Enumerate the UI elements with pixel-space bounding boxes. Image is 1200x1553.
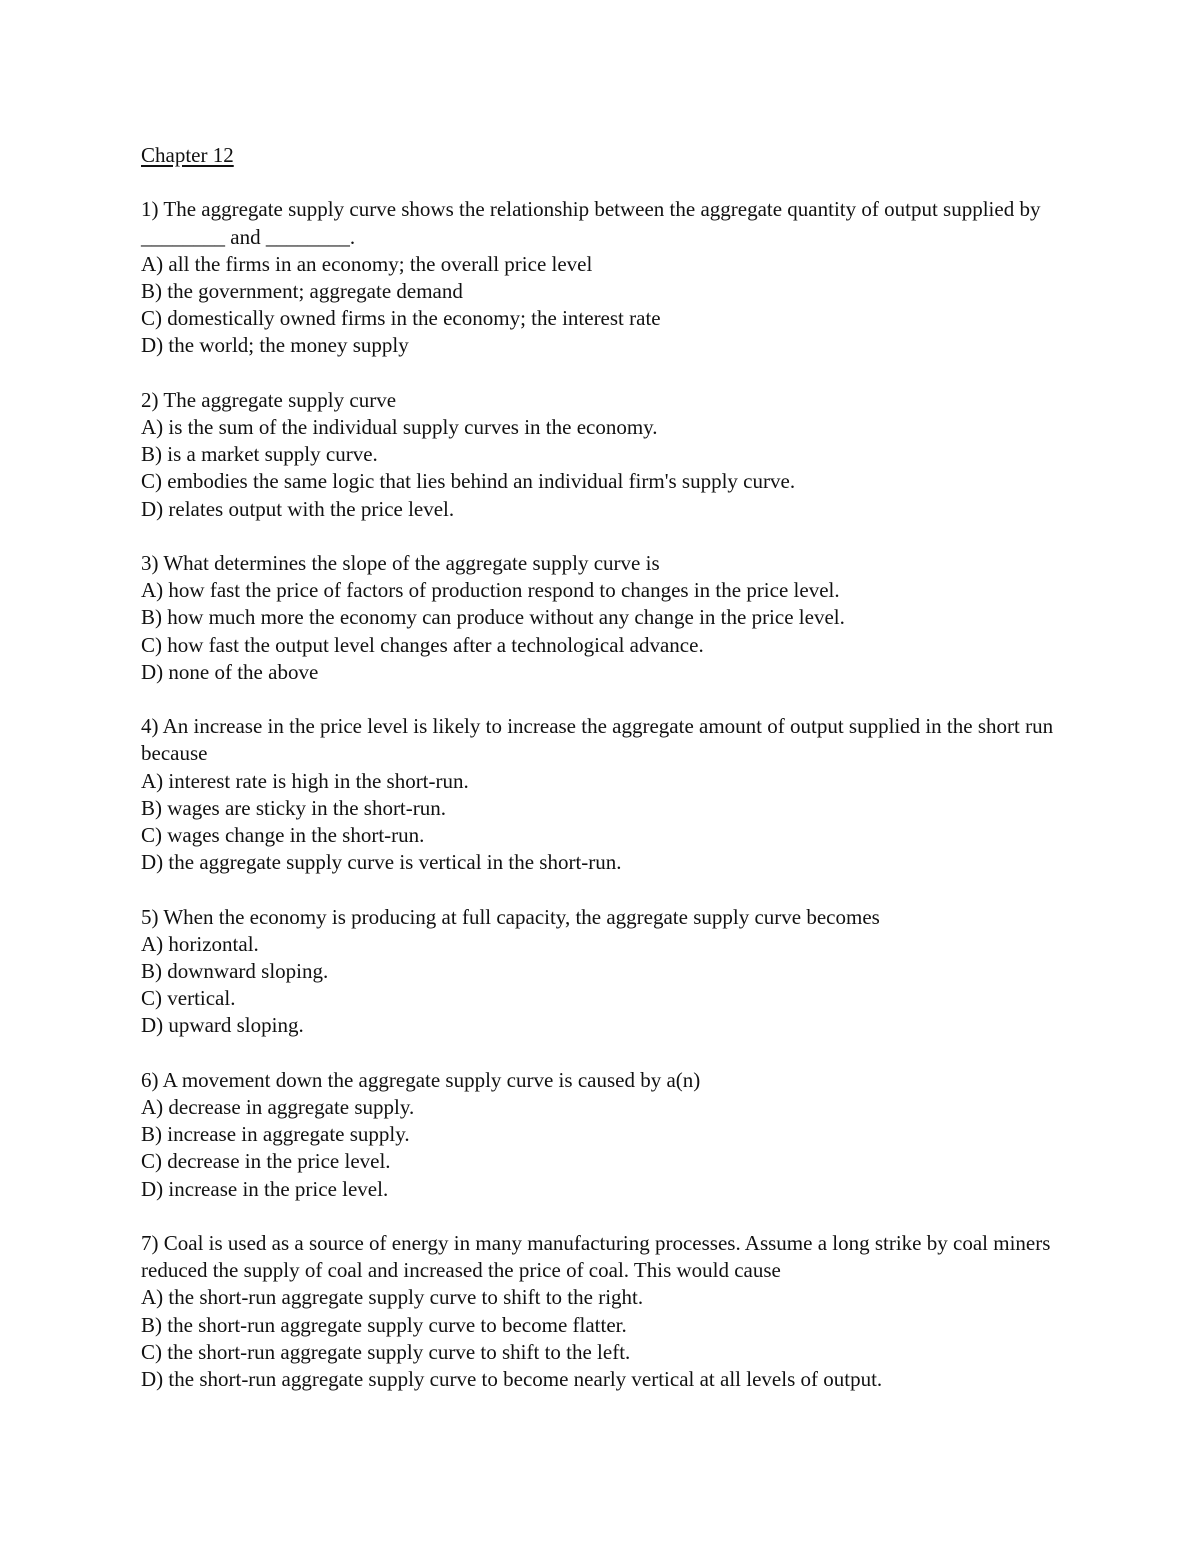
question-5 xyxy=(141,904,1061,1040)
option-c: C) wages change in the short-run. xyxy=(141,823,425,848)
option-a: A) the short-run aggregate supply curve to shift to the right. xyxy=(141,1285,644,1310)
question-stem: 3) What determines the slope of the aggregate supply curve is xyxy=(141,551,660,575)
question-stem: 7) Coal is used as a source of energy in many manufacturing processes. Assume a long strike by coal miners reduced the supply of coal and increased the price of coal. This would cause xyxy=(141,1231,1051,1283)
option-b: B) wages are sticky in the short-run. xyxy=(141,795,447,820)
option-c: C) decrease in the price level. xyxy=(141,1149,391,1174)
option-b: B) increase in aggregate supply. xyxy=(141,1122,410,1147)
option-a: A) all the firms in an economy; the overall price level xyxy=(141,251,593,276)
option-d: D) increase in the price level. xyxy=(141,1176,389,1201)
option-c: C) vertical. xyxy=(141,986,236,1011)
option-c: C) embodies the same logic that lies behind an individual firm's supply curve. xyxy=(141,469,796,494)
document-page xyxy=(141,142,1061,1393)
option-c: C) the short-run aggregate supply curve to shift to the left. xyxy=(141,1339,631,1364)
option-d: D) none of the above xyxy=(141,659,319,684)
option-b: B) downward sloping. xyxy=(141,959,329,984)
question-7 xyxy=(141,1230,1061,1393)
option-a: A) interest rate is high in the short-run. xyxy=(141,768,469,793)
option-d: D) relates output with the price level. xyxy=(141,496,455,521)
question-6 xyxy=(141,1067,1061,1203)
option-c: C) domestically owned firms in the economy; the interest rate xyxy=(141,306,661,331)
option-c: C) how fast the output level changes after a technological advance. xyxy=(141,632,704,657)
option-b: B) is a market supply curve. xyxy=(141,442,378,467)
option-a: A) how fast the price of factors of production respond to changes in the price level. xyxy=(141,578,840,603)
option-b: B) the government; aggregate demand xyxy=(141,279,463,303)
chapter-title: Chapter 12 xyxy=(141,143,234,167)
option-a: A) decrease in aggregate supply. xyxy=(141,1095,415,1120)
question-3 xyxy=(141,550,1061,686)
option-a: A) is the sum of the individual supply curves in the economy. xyxy=(141,415,658,439)
question-stem: 1) The aggregate supply curve shows the relationship between the aggregate quantity of output supplied by ________ and ________. xyxy=(141,197,1041,249)
question-2 xyxy=(141,387,1061,523)
question-stem: 5) When the economy is producing at full capacity, the aggregate supply curve becomes xyxy=(141,904,880,929)
question-stem: 2) The aggregate supply curve xyxy=(141,387,397,412)
option-d: D) the aggregate supply curve is vertical in the short-run. xyxy=(141,850,622,875)
option-d: D) upward sloping. xyxy=(141,1013,304,1038)
question-1 xyxy=(141,196,1061,359)
option-a: A) horizontal. xyxy=(141,931,259,956)
question-stem: 6) A movement down the aggregate supply curve is caused by a(n) xyxy=(141,1067,701,1092)
option-d: D) the world; the money supply xyxy=(141,333,409,358)
option-b: B) the short-run aggregate supply curve to become flatter. xyxy=(141,1312,627,1337)
option-d: D) the short-run aggregate supply curve to become nearly vertical at all levels of output. xyxy=(141,1367,883,1392)
option-b: B) how much more the economy can produce without any change in the price level. xyxy=(141,605,845,630)
question-stem: 4) An increase in the price level is likely to increase the aggregate amount of output supplied in the short run because xyxy=(141,714,1054,766)
question-4 xyxy=(141,713,1061,876)
